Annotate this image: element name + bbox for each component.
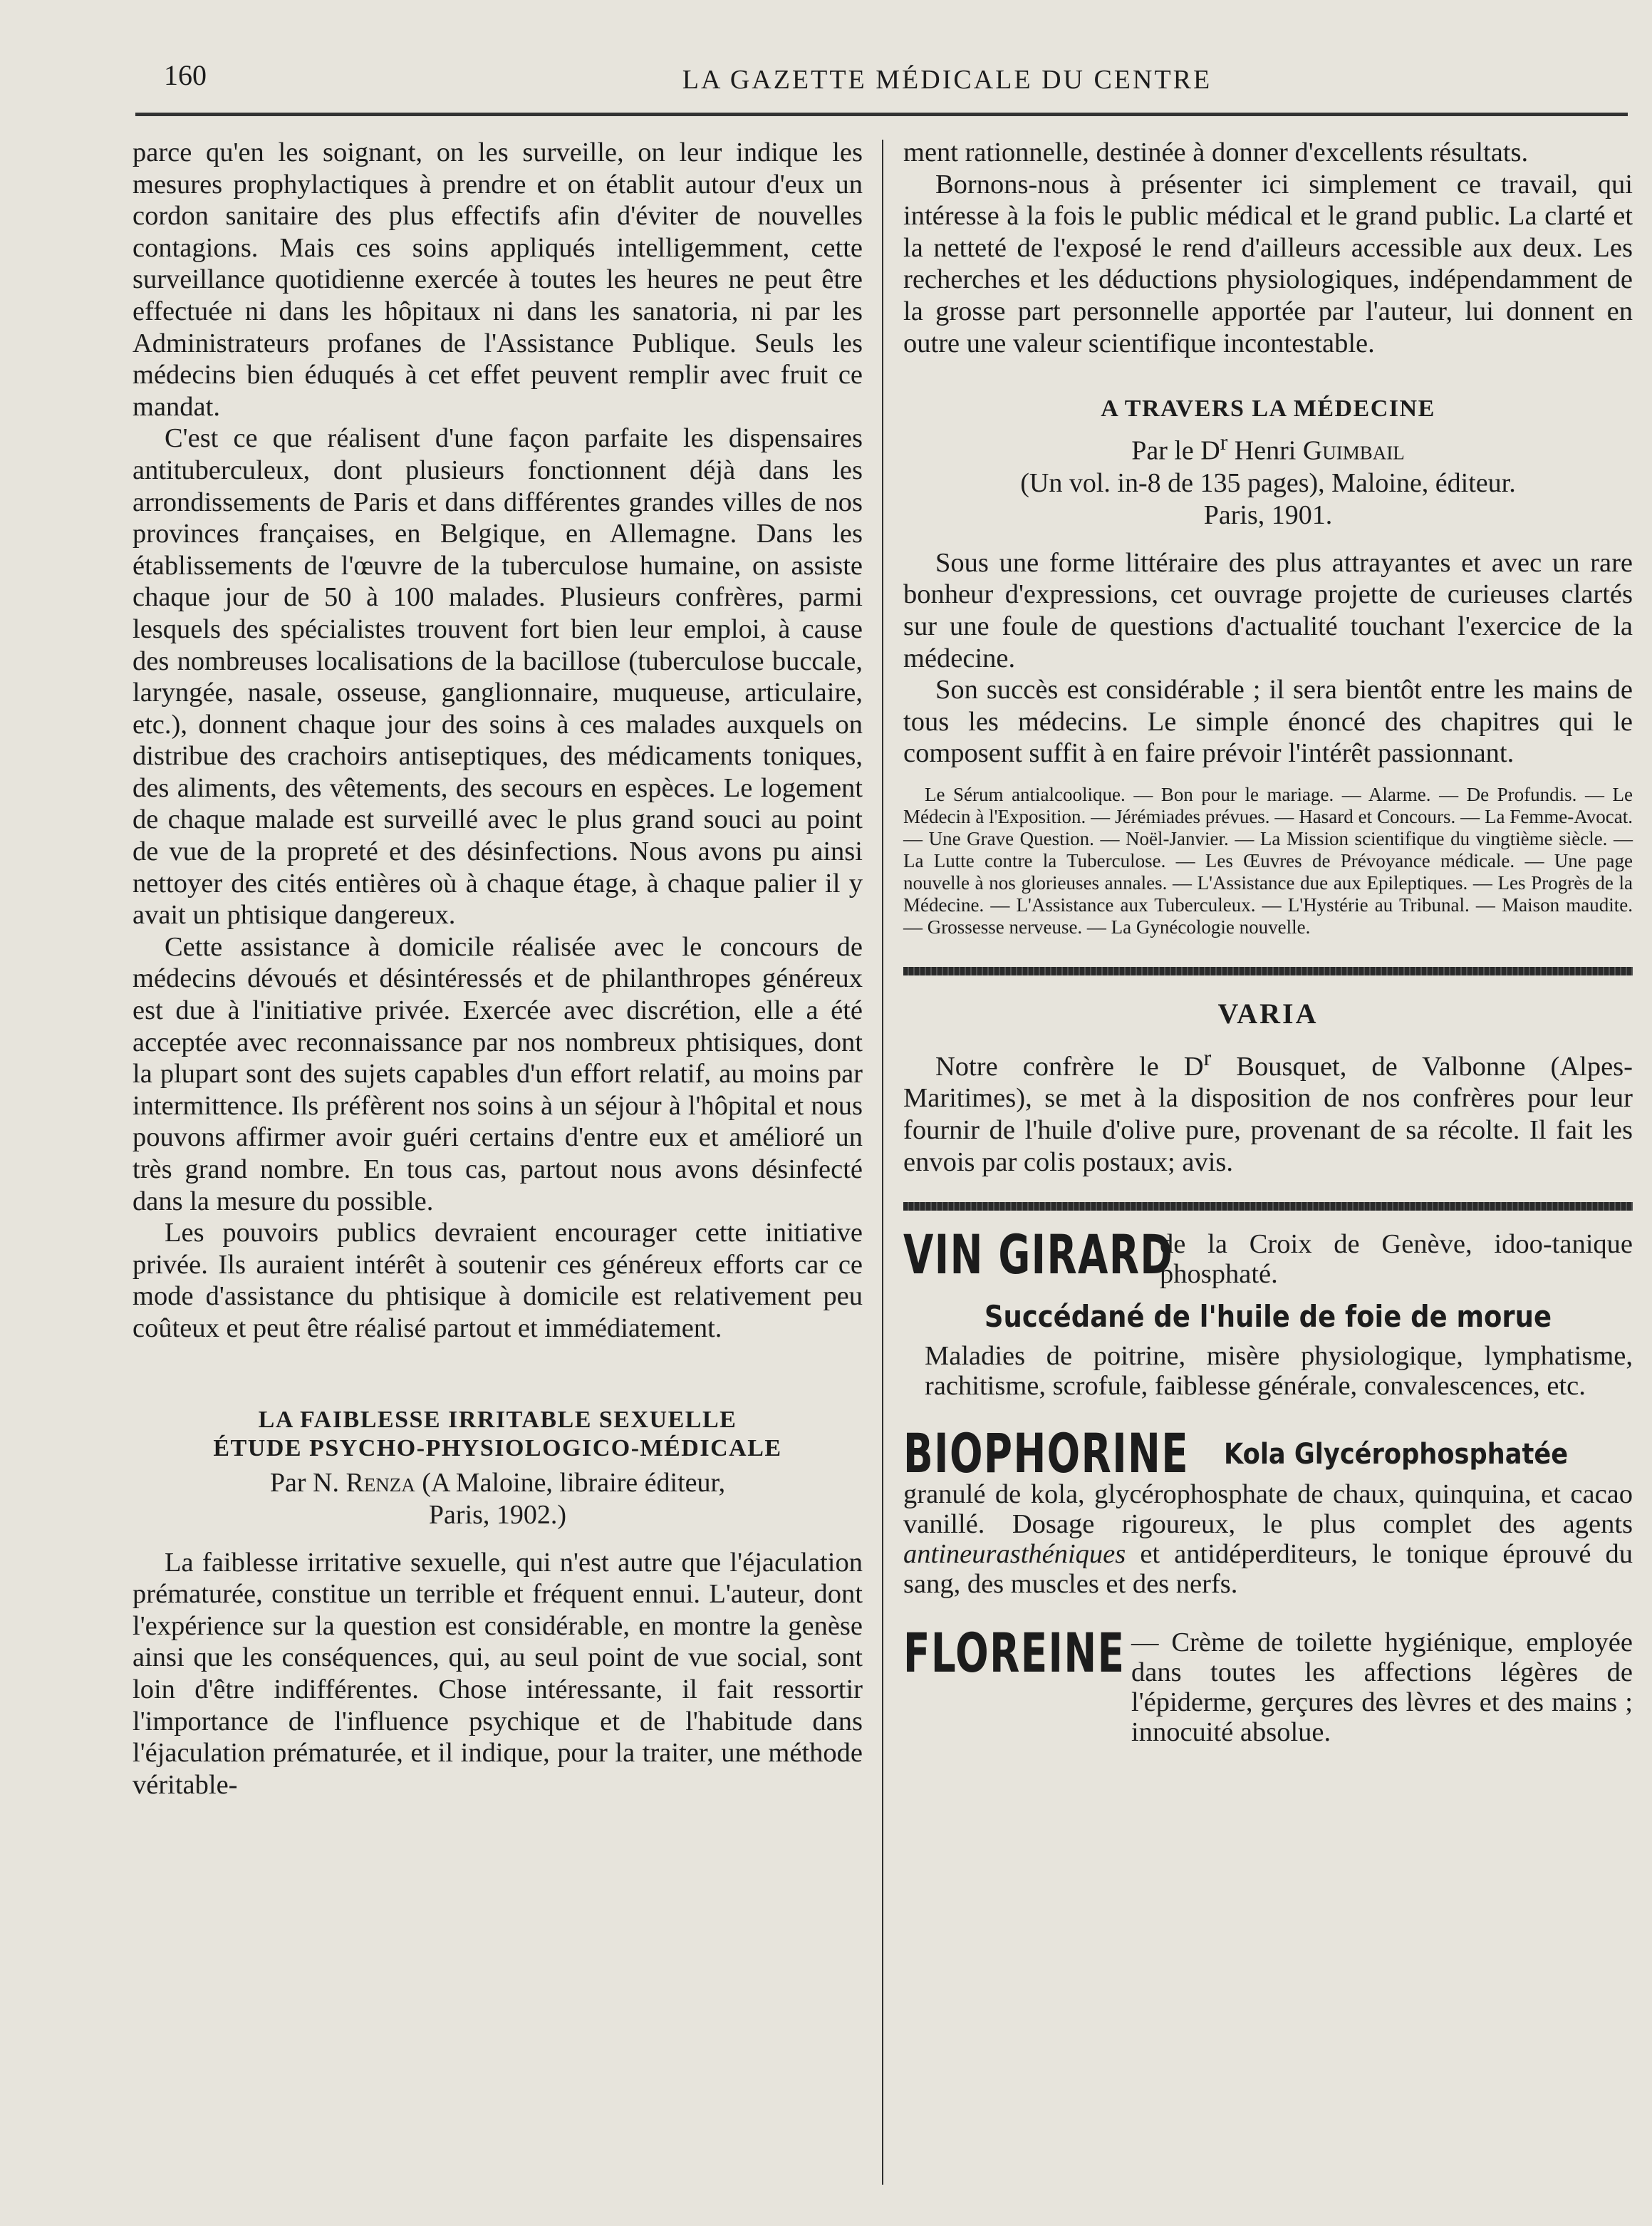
article-paragraph: Bornons-nous à présenter ici simplement ce travail, qui intéresse à la fois le public médical et le grand public. La clarté et la netteté de l'exposé le rend d'ailleurs accessible aux deux. Les recherches et les déductions physiologiques, indépendamment de la grosse part personnelle apportée par l'auteur, lui donnent en outre une valeur scientifique incontestable.: [903, 169, 1633, 358]
article-paragraph: Les pouvoirs publics devraient encourager cette initiative privée. Ils auraient intérêt à soutenir ces généreux efforts car ce mode d'assistance du phtisique à domicile est relativement peu coûteux et peut être réalisé partout et immédiatement.: [133, 1218, 863, 1343]
varia-sup: r: [1203, 1044, 1212, 1070]
column-divider: [882, 140, 883, 2185]
article-paragraph: parce qu'en les soignant, on les surveille, on leur indique les mesures prophylactiques à prendre et on établit autour d'eux un cordon sanitaire des plus effectifs afin d'éviter de nouvelles contagions. Mais ces soins appliqués intelligemment, cette surveillance quotidienne exercée à toutes les heures ne peut être effectuée ni dans les hôpitaux ni dans les sanatoria, ni par les Administrateurs profanes de l'Assistance Publique. Seuls les médecins bien éduqués à cet effet peuvent remplir avec fruit ce mandat.: [133, 138, 863, 422]
review-title-line2: ÉTUDE PSYCHO-PHYSIOLOGICO-MÉDICALE: [213, 1434, 782, 1461]
byline-rest: (A Maloine, libraire éditeur,: [415, 1467, 726, 1498]
floreine-text: — Crème de toilette hygiénique, employée dans toutes les affections légères de l'épiderme, gerçures des lèvres et des mains ; innocuité absolue.: [1131, 1627, 1633, 1748]
floreine-brand: FLOREINE: [903, 1621, 1126, 1685]
biophorine-text-after: et antidéperditeurs, le tonique éprouvé du sang, des muscles et des nerfs.: [903, 1539, 1633, 1600]
biophorine-brand: BIOPHORINE: [903, 1422, 1190, 1486]
byline-prefix: Par le D: [1131, 435, 1220, 466]
review-title-line1: LA FAIBLESSE IRRITABLE SEXUELLE: [258, 1406, 737, 1433]
review-byline: [133, 1467, 863, 1499]
byline-prefix: Par N.: [269, 1467, 346, 1498]
section-divider: [903, 967, 1633, 975]
review2-text: Son succès est considérable ; il sera bientôt entre les mains de tous les médecins. Le simple énoncé des chapitres qui le composent suffit à en faire prévoir l'intérêt passionnant.: [903, 675, 1633, 769]
varia-title: VARIA: [1217, 997, 1319, 1030]
biophorine-subtitle-box: [1224, 1438, 1633, 1471]
spacer: [903, 359, 1633, 395]
article-paragraph: C'est ce que réalisent d'une façon parfaite les dispensaires antituberculeux, dont plusieurs fonctionnent déjà dans les arrondissements de Paris et dans différentes grandes villes de nos provinces françaises, en Belgique, en Allemagne. Dans les établissements de l'œuvre de la tuberculose humaine, on assiste chaque jour de 50 à 100 malades. Plusieurs confrères, parmi lesquels des spécialistes trouvent fort bien leur emploi, à cause des nombreuses localisations de la bacillose (tuberculose buccale, laryngée, nasale, osseuse, ganglionnaire, muqueuse, articulaire, etc.), donnent chaque jour des soins à ces malades auxquels on distribue des crachoirs antiseptiques, des médicaments toniques, des aliments, des vêtements, des secours en espèces. Le logement de chaque malade est surveillé avec le plus grand souci au point de vue de la propreté et des désinfections. Nous avons pu ainsi nettoyer des cités entières où à chaque étage, à chaque palier il y avait un phtisique dangereux.: [133, 423, 863, 931]
brand-box: [903, 1422, 1252, 1486]
review2-place-date: Paris, 1901.: [1203, 499, 1333, 530]
byline-first: Henri: [1227, 435, 1303, 466]
byline-sup: r: [1220, 430, 1228, 455]
biophorine-ad: [903, 1422, 1633, 1486]
header-rule: [135, 113, 1628, 116]
vin-girard-brand: VIN GIRARD: [903, 1223, 1174, 1287]
byline-author: Renza: [346, 1467, 415, 1498]
page-number: 160: [164, 59, 207, 91]
chapter-list: Le Sérum antialcoolique. — Bon pour le mariage. — Alarme. — De Profundis. — Le Médecin à l'Exposition. — Jérémiades prévues. — Hasard et Concours. — La Femme-Avocat. — Une Grave Question. — Noël-Janvier. — La Mission scientifique du vingtième siècle. — La Lutte contre la Tuberculose. — Les Œuvres de Prévoyance médicale. — Une page nouvelle à nos glorieuses annales. — L'Assistance due aux Epileptiques. — Les Progrès de la Médecine. — L'Assistance aux Tuberculeux. — L'Hystérie au Tribunal. — Maison maudite. — Grossesse nerveuse. — La Gynécologie nouvelle.: [903, 783, 1633, 938]
vin-girard-text: Maladies de poitrine, misère physiologique, lymphatisme, rachitisme, scrofule, faiblesse générale, convalescences, etc.: [925, 1341, 1633, 1402]
biophorine-text-italic: antineurasthéniques: [903, 1539, 1126, 1570]
page-header: [164, 58, 1624, 101]
varia-text: [903, 1042, 1633, 1178]
biophorine-text: [903, 1479, 1633, 1599]
left-column: [133, 137, 863, 1801]
byline-author: Guimbail: [1302, 435, 1405, 466]
brand-box: [903, 1223, 1174, 1287]
review-text: La faiblesse irritative sexuelle, qui n'est autre que l'éjaculation prématurée, constitue un terrible et fréquent ennui. L'auteur, dont l'expérience sur la question est considérable, en montre la genèse ainsi que les conséquences, qui, au seul point de vue social, sont loin d'être indifférentes. Chose intéressante, il fait ressortir l'importance de l'influence psychique et de l'habitude dans l'éjaculation prématurée, et il indique, pour la traiter, une méthode véritable-: [133, 1547, 863, 1800]
vin-girard-subtitle: Succédané de l'huile de foie de morue: [984, 1299, 1552, 1335]
vin-girard-ad: [903, 1223, 1633, 1290]
article-paragraph: Cette assistance à domicile réalisée avec le concours de médecins dévoués et désintéressés et de philanthropes généreux est due à l'initiative privée. Exercée avec discrétion, elle a été acceptée avec reconnaissance par nos nombreux phtisiques, dont la plupart sont des sujets capables d'un effort relatif, au moins par intermittence. Ils préfèrent nos soins à un séjour à l'hôpital et nous pouvons affirmer avoir guéri certains d'entre eux et amélioré un très grand nombre. En tous cas, partout nous avons désinfecté dans la mesure du possible.: [133, 931, 863, 1216]
review2-title: A TRAVERS LA MÉDECINE: [1101, 395, 1435, 423]
review2-details: (Un vol. in-8 de 135 pages), Maloine, éditeur.: [1020, 467, 1516, 498]
right-column: [903, 137, 1633, 1747]
floreine-ad: [903, 1621, 1633, 1748]
biophorine-subtitle: Kola Glycérophosphatée: [1224, 1438, 1569, 1471]
journal-title: LA GAZETTE MÉDICALE DU CENTRE: [682, 65, 1212, 95]
ads-divider: [903, 1202, 1633, 1211]
spacer: [133, 1345, 863, 1406]
review2-text: Sous une forme littéraire des plus attrayantes et avec un rare bonheur d'expressions, cet ouvrage projette de curieuses clartés sur une foule de questions d'actualité touchant l'exercice de la médecine.: [903, 547, 1633, 673]
varia-prefix: Notre confrère le D: [935, 1051, 1204, 1082]
vin-girard-tagline: de la Croix de Genève, idoo-tanique phosphaté.: [1160, 1229, 1633, 1290]
biophorine-text-before: granulé de kola, glycérophosphate de chaux, quinquina, et cacao vanillé. Dosage rigoureux, le plus complet des agents: [903, 1479, 1633, 1540]
varia-body: Bousquet, de Valbonne (Alpes-Maritimes), se met à la disposition de nos confrères pour leur fournir de l'huile d'olive pure, provenant de sa récolte. Il fait les envois par colis postaux; avis.: [903, 1051, 1633, 1177]
review-place-date: Paris, 1902.): [428, 1499, 567, 1530]
article-continuation: ment rationnelle, destinée à donner d'excellents résultats.: [903, 138, 1529, 167]
review2-byline: [903, 426, 1633, 467]
